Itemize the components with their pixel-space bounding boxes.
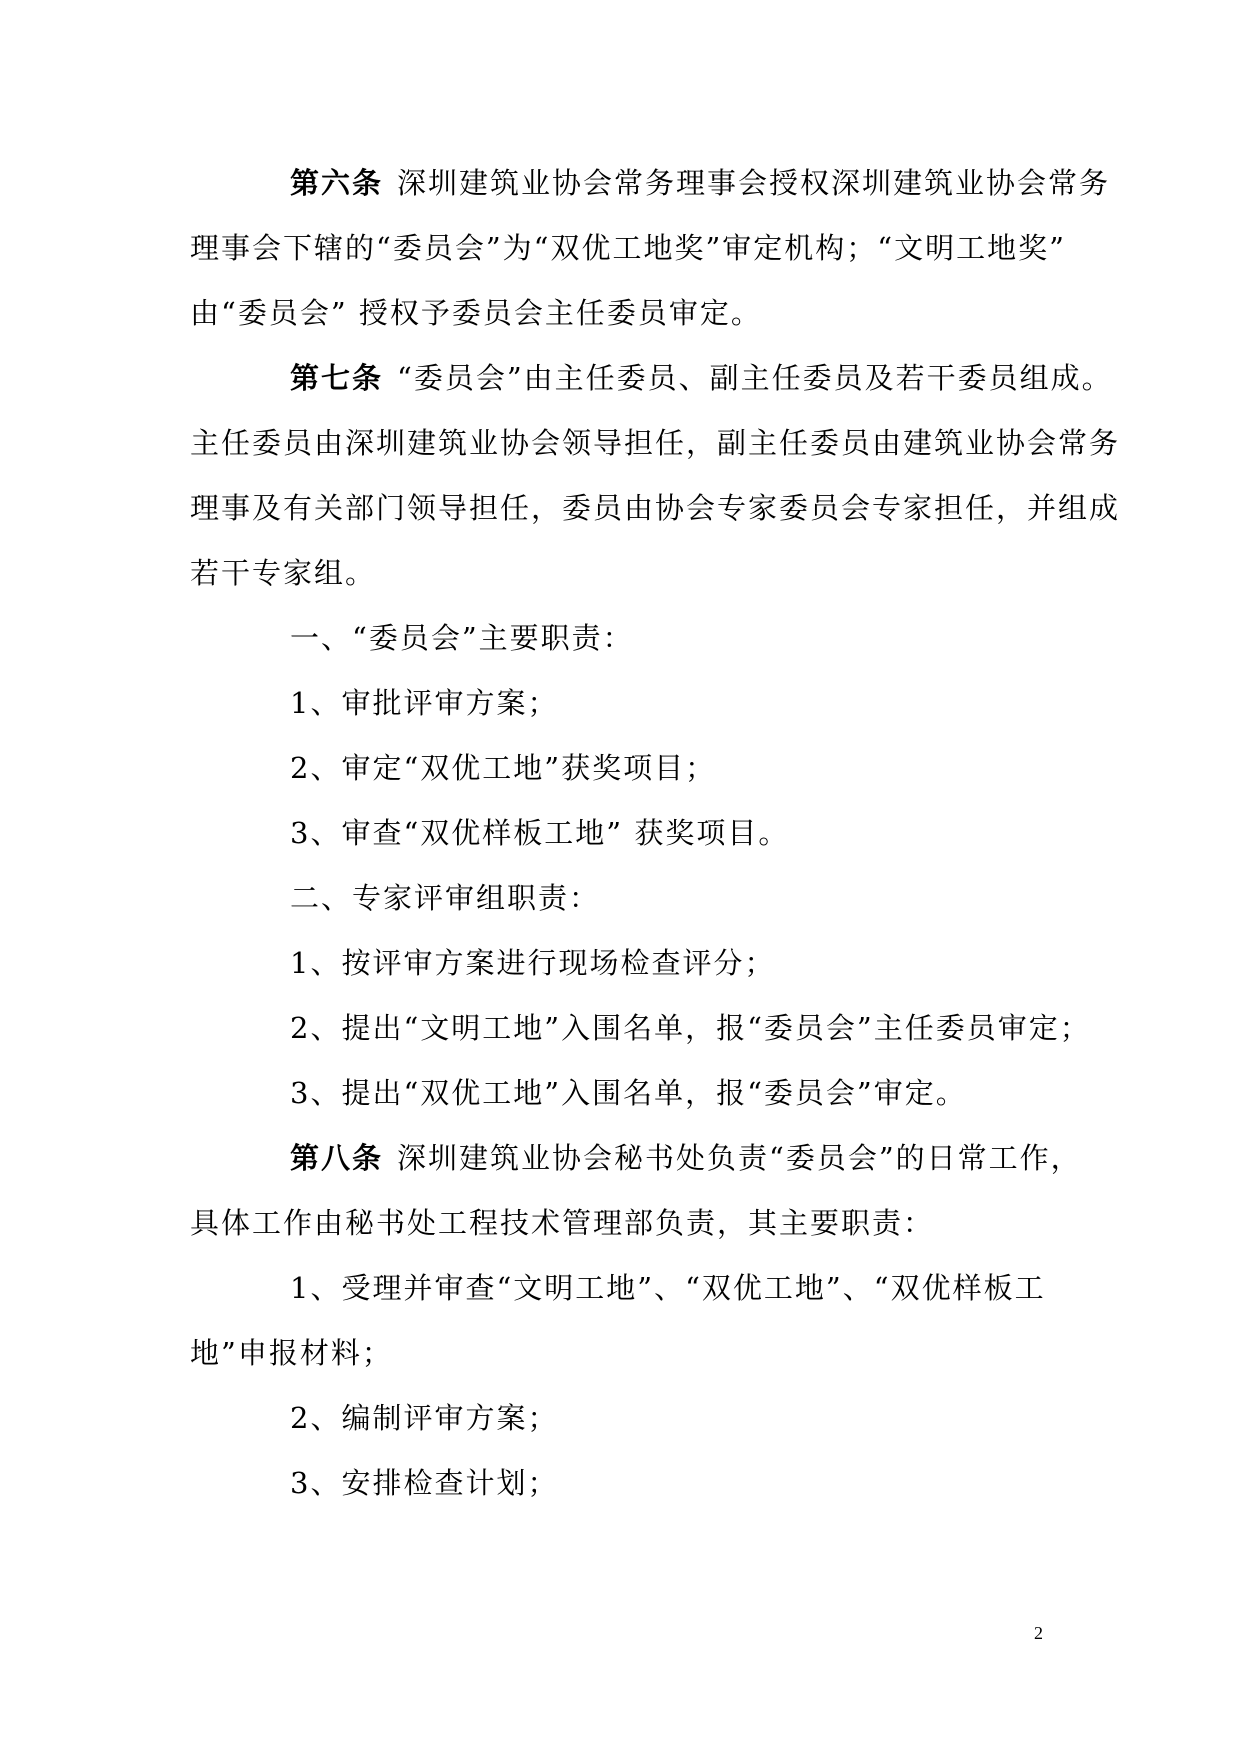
article6-line1 bbox=[290, 163, 1110, 203]
article8-line1 bbox=[290, 1138, 1082, 1178]
article6-line2: 理事会下辖的“委员会”为“双优工地奖”审定机构；“文明工地奖” bbox=[190, 231, 1066, 265]
article8-item-2: 2、编制评审方案； bbox=[290, 1401, 559, 1435]
article8-item-1: 1、受理并审查“文明工地”、“双优工地”、“双优样板工 bbox=[290, 1271, 1046, 1305]
article6-text1: 深圳建筑业协会常务理事会授权深圳建筑业协会常务 bbox=[397, 166, 1111, 200]
article6-heading: 第六条 bbox=[290, 166, 384, 200]
section2-item-2: 2、提出“文明工地”入围名单，报“委员会”主任委员审定； bbox=[290, 1011, 1091, 1045]
article8-item-1-cont: 地”申报材料； bbox=[190, 1336, 393, 1370]
section2-item-1: 1、按评审方案进行现场检查评分； bbox=[290, 946, 776, 980]
article8-text1: 深圳建筑业协会秘书处负责“委员会”的日常工作， bbox=[397, 1141, 1082, 1175]
article8-line2: 具体工作由秘书处工程技术管理部负责，其主要职责： bbox=[190, 1206, 935, 1240]
article7-heading: 第七条 bbox=[290, 361, 384, 395]
article8-heading: 第八条 bbox=[290, 1141, 384, 1175]
article7-line3: 理事及有关部门领导担任，委员由协会专家委员会专家担任，并组成 bbox=[190, 491, 1121, 525]
page-number: 2 bbox=[1034, 1623, 1043, 1643]
section1-item-3: 3、审查“双优样板工地” 获奖项目。 bbox=[290, 816, 790, 850]
article7-line1 bbox=[290, 358, 1113, 398]
article7-text1: “委员会”由主任委员、副主任委员及若干委员组成。 bbox=[397, 361, 1113, 395]
article6-line3: 由“委员会” 授权予委员会主任委员审定。 bbox=[190, 296, 762, 330]
section1-title: 一、“委员会”主要职责： bbox=[290, 621, 634, 655]
section2-title: 二、专家评审组职责： bbox=[290, 881, 601, 915]
article7-line2: 主任委员由深圳建筑业协会领导担任，副主任委员由建筑业协会常务 bbox=[190, 426, 1121, 460]
article8-item-3: 3、安排检查计划； bbox=[290, 1466, 559, 1500]
section2-item-3: 3、提出“双优工地”入围名单，报“委员会”审定。 bbox=[290, 1076, 967, 1110]
section1-item-2: 2、审定“双优工地”获奖项目； bbox=[290, 751, 717, 785]
article7-line4: 若干专家组。 bbox=[190, 556, 377, 590]
section1-item-1: 1、审批评审方案； bbox=[290, 686, 559, 720]
